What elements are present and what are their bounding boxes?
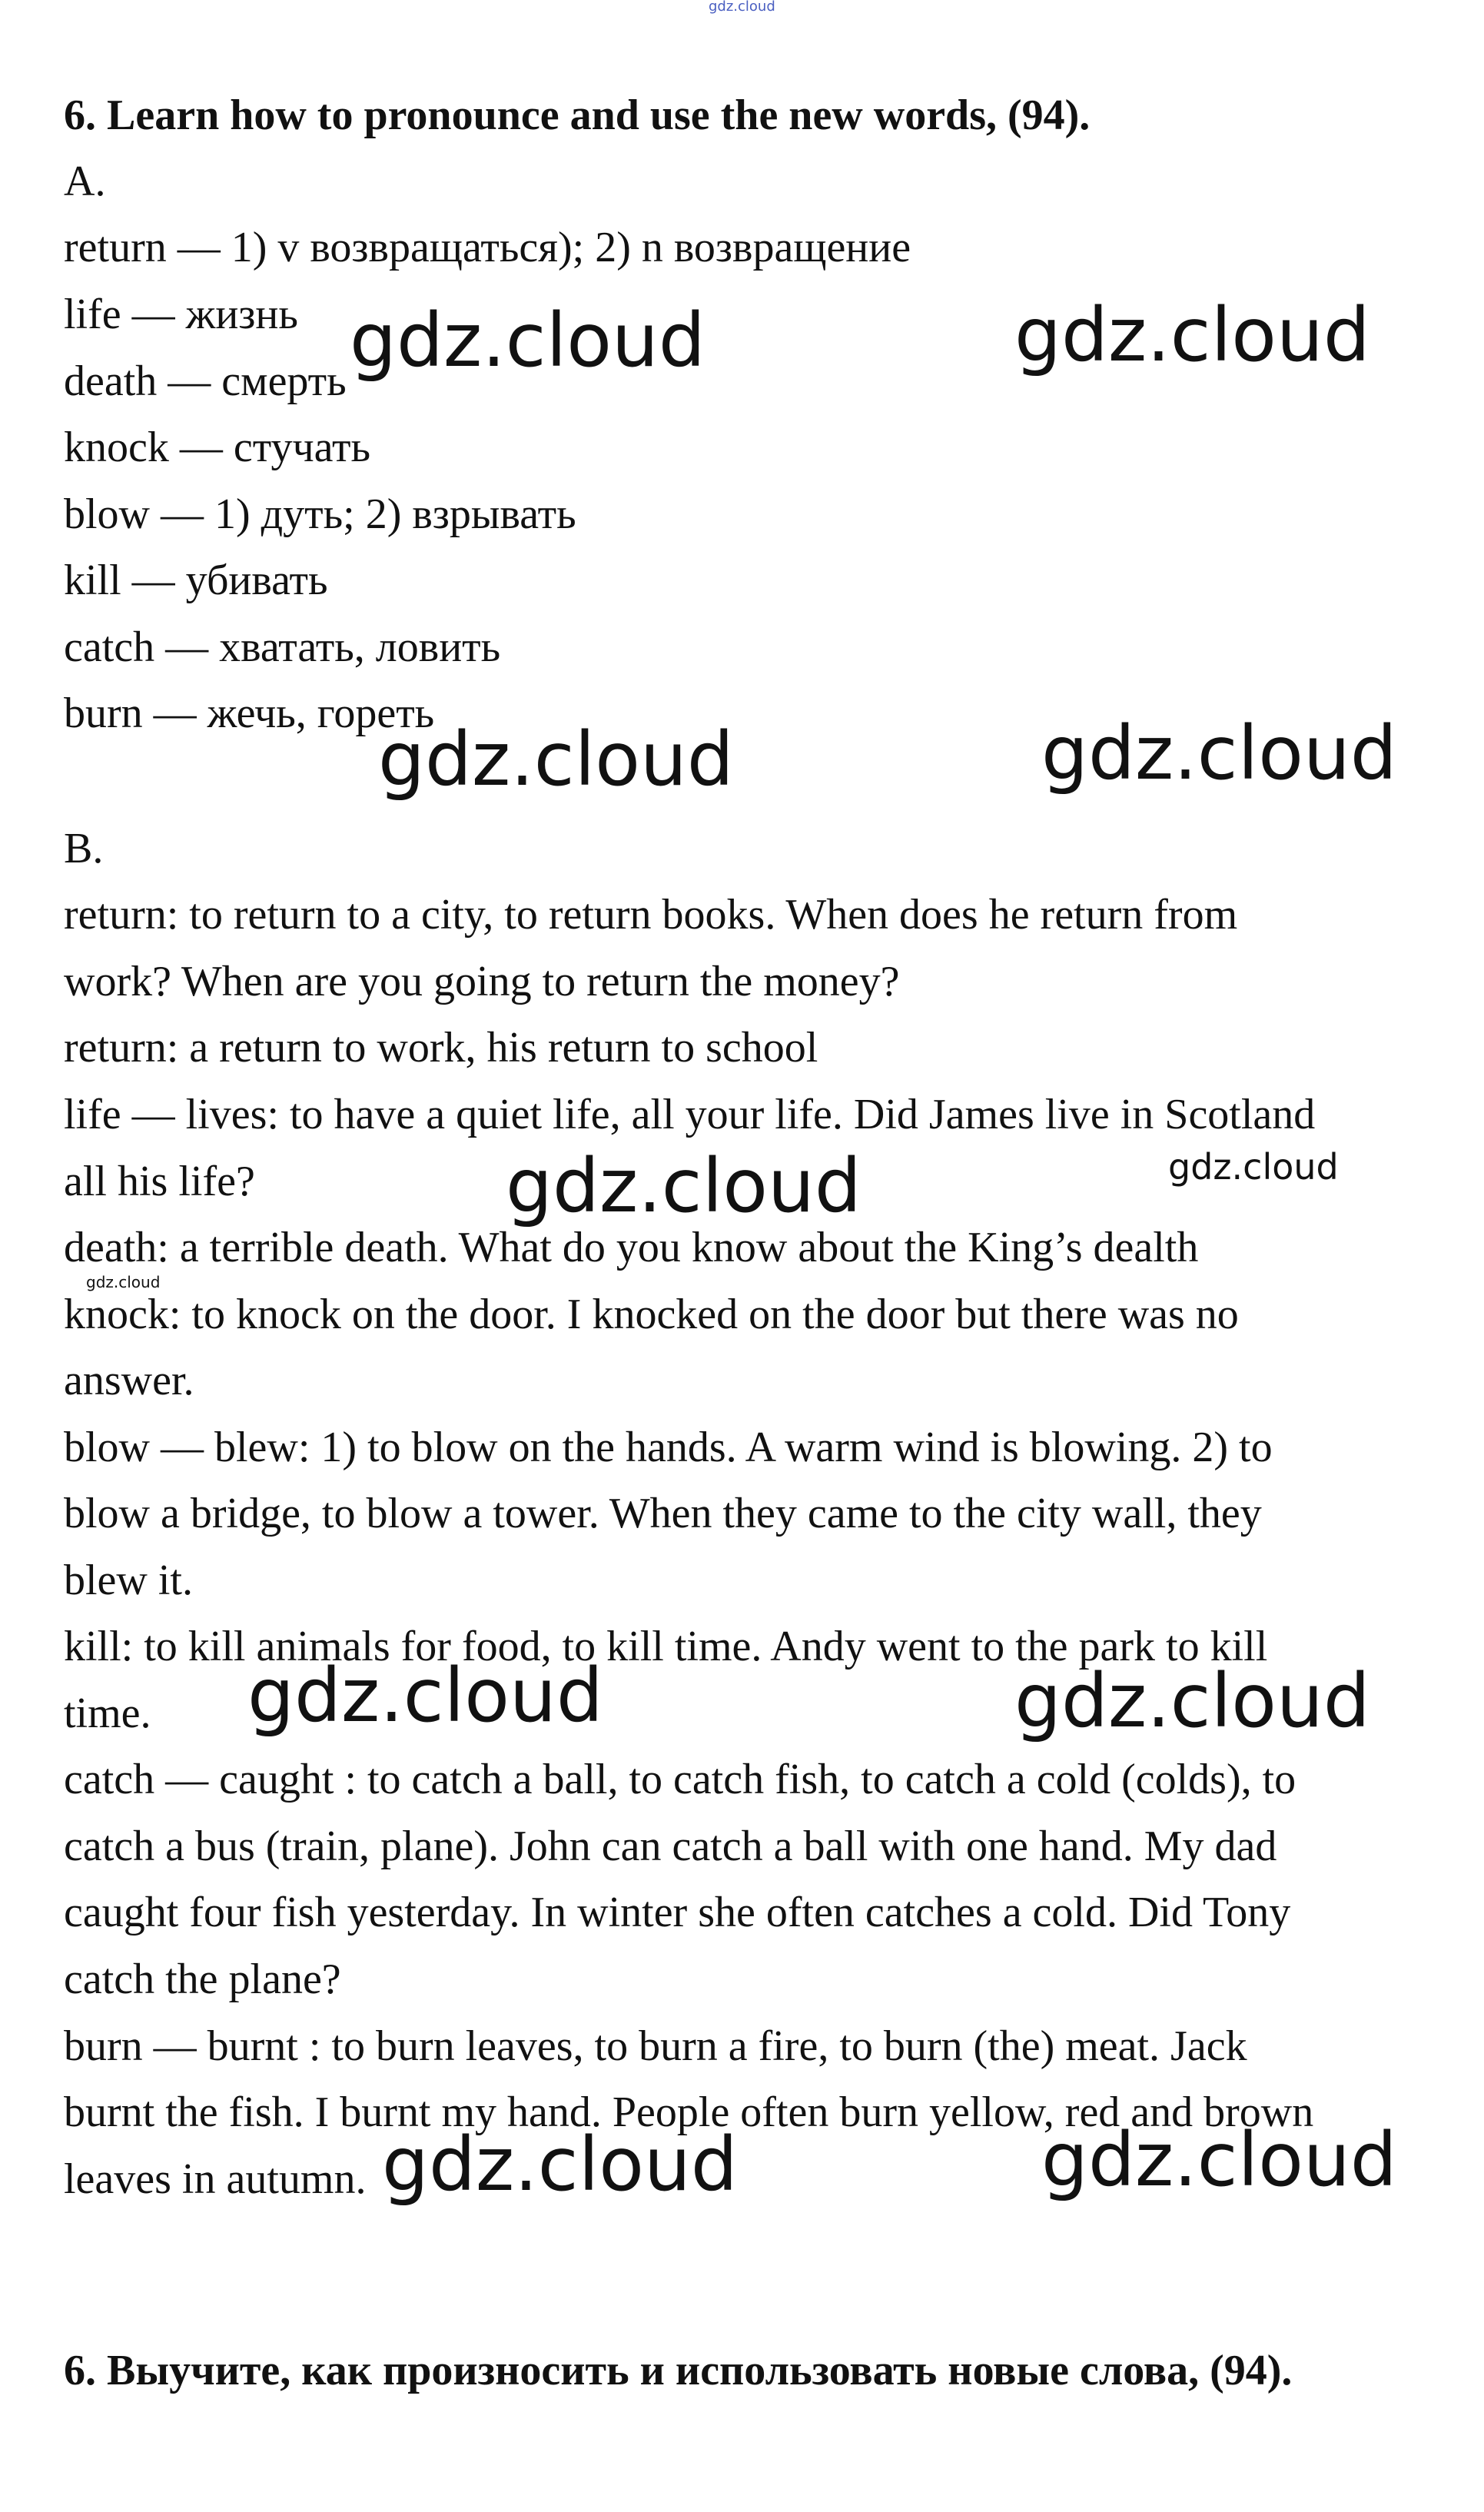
watermark: gdz.cloud [247,1653,603,1739]
vocab-item-return: return — 1) v возвращаться); 2) n возвращение [64,224,911,271]
example-line: work? When are you going to return the money? [64,958,900,1005]
example-line: burn — burnt : to burn leaves, to burn a fire, to burn (the) meat. Jack [64,2022,1247,2070]
watermark: gdz.cloud [1041,710,1397,796]
example-line: answer. [64,1357,194,1404]
example-line: time. [64,1690,151,1737]
vocab-item-knock: knock — стучать [64,424,371,471]
example-line: blew it. [64,1557,193,1604]
vocab-item-catch: catch — хватать, ловить [64,623,501,671]
section-a-label: A. [64,158,106,205]
vocab-item-kill: kill — убивать [64,557,328,604]
example-line: life — lives: to have a quiet life, all your life. Did James live in Scotland [64,1091,1316,1138]
example-line: blow a bridge, to blow a tower. When they came to the city wall, they [64,1490,1262,1537]
example-line: leaves in autumn. [64,2155,367,2203]
example-line: caught four fish yesterday. In winter she often catches a cold. Did Tony [64,1889,1291,1936]
example-line: burnt the fish. I burnt my hand. People often burn yellow, red and brown [64,2088,1314,2136]
watermark: gdz.cloud [506,1143,862,1229]
watermark: gdz.cloud [1014,1658,1370,1744]
vocab-item-burn: burn — жечь, гореть [64,689,435,737]
example-line: catch a bus (train, plane). John can catch a ball with one hand. My dad [64,1823,1277,1870]
watermark: gdz.cloud [350,297,705,384]
example-line: blow — blew: 1) to blow on the hands. A warm wind is blowing. 2) to [64,1424,1273,1471]
watermark: gdz.cloud [1041,2117,1397,2203]
example-line: catch the plane? [64,1955,341,2003]
heading-english: 6. Learn how to pronounce and use the new words, (94). [64,91,1091,139]
vocab-item-blow: blow — 1) дуть; 2) взрывать [64,490,576,538]
watermark: gdz.cloud [1014,292,1370,378]
example-line: kill: to kill animals for food, to kill time. Andy went to the park to kill [64,1623,1268,1670]
example-line: catch — caught : to catch a ball, to catch fish, to catch a cold (colds), to [64,1756,1296,1803]
watermark-top: gdz.cloud [709,0,775,15]
watermark: gdz.cloud [1168,1146,1339,1188]
example-line: return: to return to a city, to return books. When does he return from [64,891,1238,939]
example-line: return: a return to work, his return to school [64,1024,818,1072]
example-line: all his life? [64,1158,255,1205]
section-b-label: B. [64,825,104,872]
watermark: gdz.cloud [86,1273,161,1291]
example-line: knock: to knock on the door. I knocked on the door but there was no [64,1291,1239,1338]
vocab-item-life: life — жизнь [64,291,298,338]
watermark: gdz.cloud [378,716,734,802]
heading-russian: 6. Выучите, как произносить и использовать новые слова, (94). [64,2347,1293,2394]
vocab-item-death: death — смерть [64,357,347,405]
watermark: gdz.cloud [382,2122,738,2208]
example-line: death: a terrible death. What do you know about the King’s dealth [64,1224,1199,1271]
